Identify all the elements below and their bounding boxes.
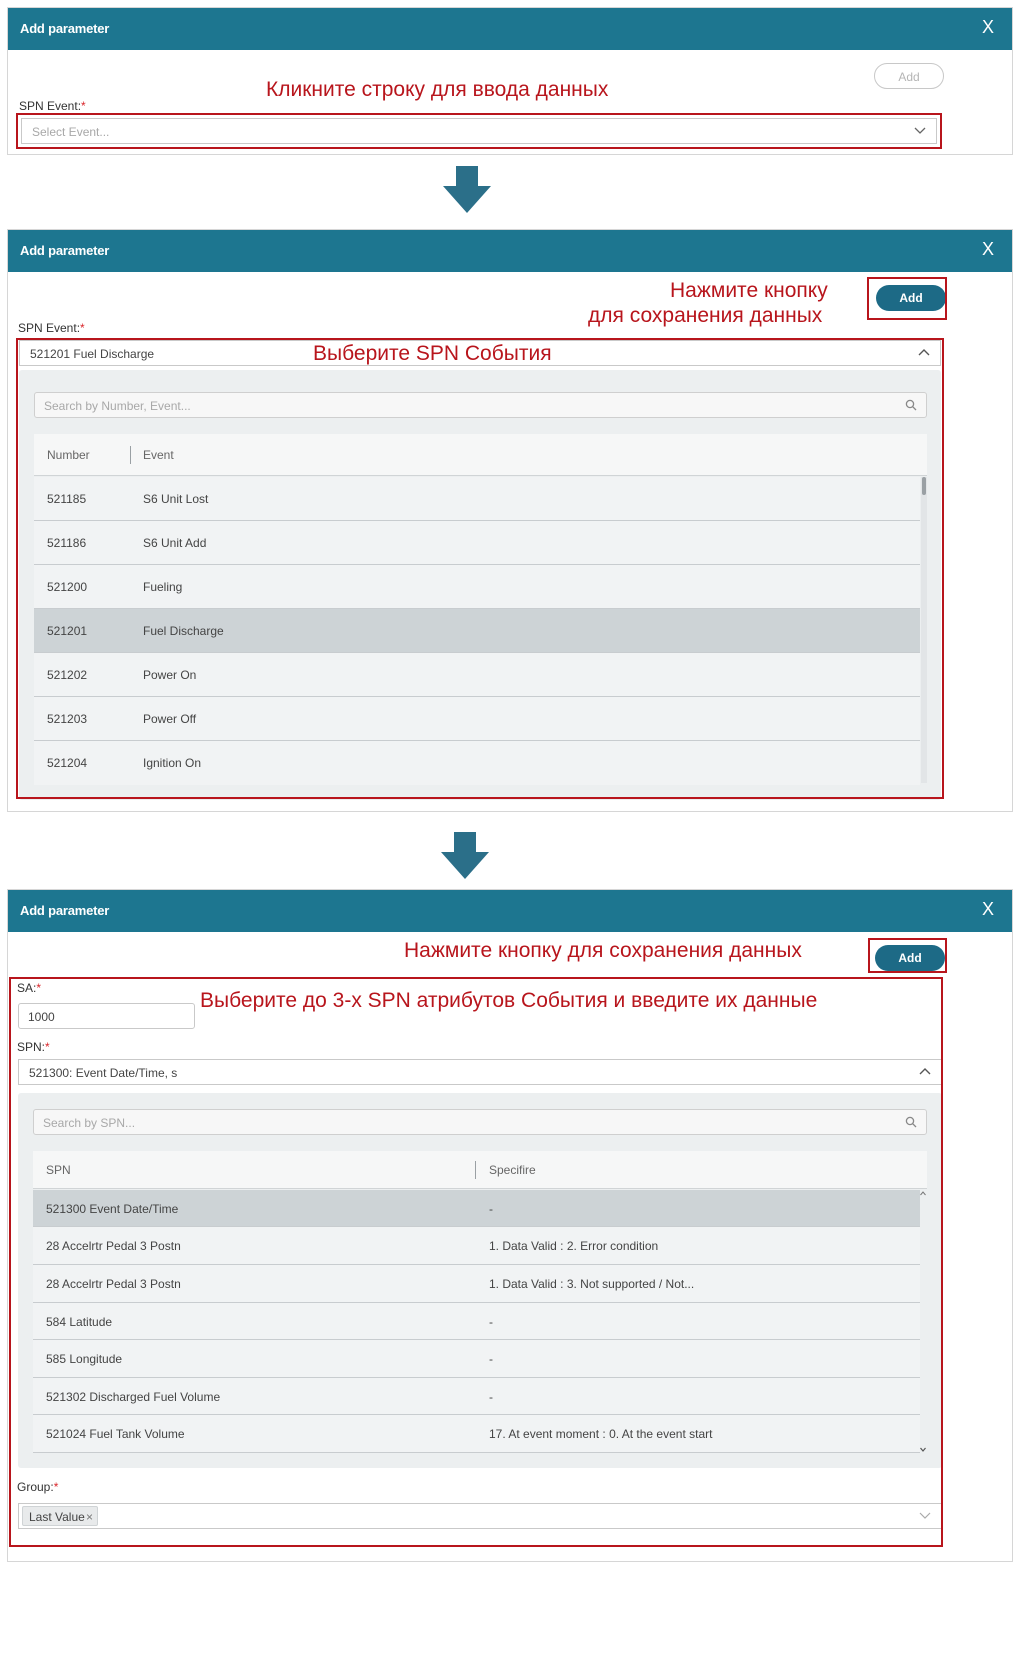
column-header-event[interactable]: Event — [143, 448, 174, 462]
row-number: 521200 — [47, 580, 88, 594]
scrollbar[interactable] — [920, 1190, 926, 1453]
spn-selected-value: 521300: Event Date/Time, s — [29, 1066, 178, 1080]
search-placeholder: Search by Number, Event... — [44, 399, 191, 413]
annotation-select-attrs: Выберите до 3-х SPN атрибутов События и введите их данные — [200, 989, 818, 1012]
table-row-selected[interactable] — [33, 1190, 920, 1227]
table-row[interactable] — [34, 477, 920, 521]
down-arrow-icon — [443, 166, 491, 214]
row-spn: 28 Accelrtr Pedal 3 Postn — [46, 1277, 181, 1291]
scrollbar[interactable] — [921, 477, 927, 783]
dialog-header — [8, 8, 1012, 50]
annotation-to-save: для сохранения данных — [588, 304, 823, 327]
add-button[interactable]: Add — [874, 63, 944, 89]
column-header-specifire[interactable]: Specifire — [489, 1163, 536, 1177]
required-mark: * — [36, 981, 42, 995]
group-tag-label: Last Value — [29, 1510, 85, 1524]
row-specifire: - — [489, 1352, 493, 1366]
row-spn: 521302 Discharged Fuel Volume — [46, 1390, 221, 1404]
table-row-selected[interactable] — [34, 609, 920, 653]
table-row[interactable] — [33, 1378, 920, 1415]
row-number: 521186 — [47, 536, 87, 550]
annotation-select-spn: Выберите SPN События — [313, 342, 552, 365]
sa-label: SA:* — [17, 981, 42, 995]
chevron-up-icon — [918, 343, 930, 366]
required-mark: * — [45, 1040, 50, 1054]
spn-event-select[interactable] — [21, 118, 937, 144]
row-spn: 584 Latitude — [46, 1315, 113, 1329]
row-specifire: - — [489, 1315, 493, 1329]
group-label: Group:* — [17, 1480, 59, 1494]
spn-label: SPN:* — [17, 1040, 50, 1054]
row-event: S6 Unit Add — [143, 536, 207, 550]
table-row[interactable] — [33, 1265, 920, 1303]
scrollbar-thumb[interactable] — [922, 477, 926, 495]
column-header-spn[interactable]: SPN — [46, 1163, 71, 1177]
table-row[interactable] — [34, 697, 920, 741]
chevron-down-icon — [914, 121, 926, 144]
dialog-header — [8, 230, 1012, 272]
chevron-up-icon — [919, 1062, 931, 1085]
row-number: 521204 — [47, 756, 88, 770]
search-input[interactable] — [33, 1109, 927, 1135]
column-header-number[interactable]: Number — [47, 448, 90, 462]
row-specifire: 1. Data Valid : 2. Error condition — [489, 1239, 659, 1253]
step2-dialog — [7, 229, 1013, 812]
add-button[interactable]: Add — [876, 285, 946, 311]
row-event: S6 Unit Lost — [143, 492, 209, 506]
dialog-header — [8, 890, 1012, 932]
search-icon — [904, 398, 918, 412]
column-divider — [130, 446, 131, 464]
row-spn: 28 Accelrtr Pedal 3 Postn — [46, 1239, 181, 1253]
annotation-press-button: Нажмите кнопку — [670, 279, 828, 302]
required-mark: * — [53, 1480, 59, 1494]
sa-value: 1000 — [28, 1010, 55, 1024]
table-header — [33, 1151, 927, 1189]
spn-event-label: SPN Event:* — [19, 99, 86, 113]
row-event: Ignition On — [143, 756, 202, 770]
group-tag — [22, 1506, 98, 1526]
row-specifire: - — [489, 1202, 493, 1216]
select-placeholder: Select Event... — [32, 125, 110, 139]
selected-value: 521201 Fuel Discharge — [30, 347, 155, 361]
row-event: Power On — [143, 668, 197, 682]
table-row[interactable] — [34, 521, 920, 565]
row-spn: 521024 Fuel Tank Volume — [46, 1427, 185, 1441]
row-specifire: 1. Data Valid : 3. Not supported / Not... — [489, 1277, 695, 1291]
group-select[interactable] — [18, 1503, 942, 1529]
row-number: 521202 — [47, 668, 88, 682]
annotation-click-row: Кликните строку для ввода данных — [266, 78, 609, 101]
row-specifire: 17. At event moment : 0. At the event start — [489, 1427, 713, 1441]
close-icon[interactable]: X — [981, 899, 994, 919]
search-placeholder: Search by SPN... — [43, 1116, 136, 1130]
table-row[interactable] — [34, 741, 920, 785]
spn-select[interactable] — [18, 1059, 942, 1085]
required-mark: * — [80, 321, 85, 335]
table-row[interactable] — [33, 1340, 920, 1378]
row-event: Fuel Discharge — [143, 624, 224, 638]
table-row[interactable] — [33, 1303, 920, 1340]
close-icon[interactable]: X — [981, 17, 994, 37]
event-dropdown — [19, 370, 941, 800]
row-spn: 585 Longitude — [46, 1352, 123, 1366]
spn-dropdown — [18, 1093, 942, 1468]
down-arrow-icon — [441, 832, 489, 880]
tag-remove-icon[interactable]: × — [85, 1510, 93, 1524]
table-row[interactable] — [34, 653, 920, 697]
annotation-press-button-save: Нажмите кнопку для сохранения данных — [404, 939, 802, 962]
search-input[interactable] — [34, 392, 927, 418]
search-icon — [904, 1115, 918, 1129]
scroll-down-icon[interactable] — [920, 1445, 926, 1453]
dialog-title: Add parameter — [20, 903, 110, 918]
spn-event-label: SPN Event:* — [18, 321, 85, 335]
table-row[interactable] — [34, 565, 920, 609]
required-mark: * — [81, 99, 86, 113]
column-divider — [475, 1161, 476, 1179]
sa-input[interactable] — [18, 1003, 195, 1029]
row-event: Fueling — [143, 580, 183, 594]
dialog-title: Add parameter — [20, 243, 110, 258]
add-button[interactable]: Add — [875, 945, 945, 971]
row-event: Power Off — [143, 712, 197, 726]
close-icon[interactable]: X — [981, 239, 994, 259]
row-specifire: - — [489, 1390, 493, 1404]
dialog-title: Add parameter — [20, 21, 110, 36]
row-spn: 521300 Event Date/Time — [46, 1202, 179, 1216]
table-header — [34, 434, 927, 476]
table-row[interactable] — [33, 1227, 920, 1265]
chevron-down-icon — [919, 1506, 931, 1529]
row-number: 521185 — [47, 492, 87, 506]
row-number: 521203 — [47, 712, 88, 726]
scroll-up-icon[interactable] — [920, 1190, 926, 1198]
row-number: 521201 — [47, 624, 88, 638]
table-row[interactable] — [33, 1415, 920, 1453]
